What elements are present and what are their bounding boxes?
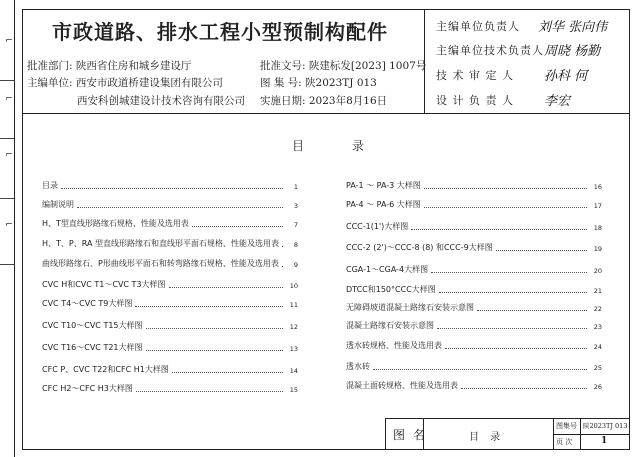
- header-divider: [424, 9, 425, 113]
- leader-dots: [439, 291, 587, 293]
- toc-entry[interactable]: [346, 284, 602, 295]
- toc-entry-page: 14: [289, 367, 298, 375]
- leader-dots: [282, 265, 283, 267]
- toc-entry-page: 19: [593, 245, 602, 253]
- strip-border: [14, 0, 15, 457]
- toc-entry-text: H、T、P、RA 型直线形路缘石和直线形平面石规格、性能及选用表: [42, 239, 279, 248]
- toc-entry[interactable]: [346, 199, 602, 210]
- leader-dots: [411, 228, 587, 230]
- left-margin-strip: [0, 0, 22, 457]
- responsibility-label: 设 计 负 责 人: [436, 94, 514, 107]
- toc-entry[interactable]: [346, 180, 602, 191]
- toc-entry[interactable]: [346, 302, 602, 313]
- toc-entry-text: 目录: [42, 181, 58, 190]
- leader-dots: [496, 249, 587, 251]
- leader-dots: [77, 206, 283, 208]
- leader-dots: [61, 187, 283, 189]
- leader-dots: [431, 271, 587, 273]
- toc-entry[interactable]: [42, 199, 298, 210]
- toc-entry-text: CVC T4～CVC T9大样图: [42, 299, 133, 308]
- toc-entry-text: PA-4 ～ PA-6 大样图: [346, 200, 421, 209]
- toc-entry-page: 25: [593, 364, 602, 372]
- leader-dots: [135, 305, 283, 307]
- strip-cell: [0, 198, 14, 265]
- signature: 周晓 杨勤: [544, 44, 601, 59]
- toc-entry[interactable]: [346, 242, 602, 253]
- signature: 刘华 张向伟: [538, 20, 608, 35]
- title-block-atlas-value: 陕2023TJ 013: [583, 422, 628, 430]
- title-block-page-value: 1: [601, 436, 608, 446]
- toc-entry-page: 24: [593, 343, 602, 351]
- margin-signature-mark: ⌐: [4, 220, 14, 230]
- toc-entry[interactable]: [42, 383, 298, 394]
- title-block-name-label: 图 名: [393, 428, 427, 442]
- toc-entry[interactable]: [346, 361, 602, 372]
- toc-entry-text: 曲线形路缘石、P形曲线形平面石和转弯路缘石规格、性能及选用表: [42, 259, 279, 268]
- leader-dots: [146, 327, 283, 329]
- toc-heading: 目 录: [292, 139, 386, 153]
- toc-entry[interactable]: [42, 342, 298, 353]
- toc-entry-text: 无障碍坡道混凝土路缘石安装示意图: [346, 303, 474, 312]
- toc-entry-text: 透水砖: [346, 362, 370, 371]
- toc-entry-text: 混凝土路缘石安装示意图: [346, 321, 434, 330]
- responsibility-label: 主编单位技术负责人: [436, 44, 544, 57]
- toc-entry-page: 18: [593, 224, 602, 232]
- margin-signature-mark: ⌐: [4, 150, 14, 160]
- toc-entry[interactable]: [42, 279, 298, 290]
- toc-entry-text: PA-1 ～ PA-3 大样图: [346, 181, 421, 190]
- header-bottom-rule: [22, 113, 630, 114]
- leader-dots: [445, 347, 587, 349]
- title-block-mid-rule: [553, 434, 630, 435]
- toc-entry[interactable]: [42, 218, 298, 229]
- toc-entry-text: CCC-1(1')大样图: [346, 222, 409, 231]
- toc-entry-text: 透水砖规格、性能及选用表: [346, 341, 442, 350]
- toc-entry[interactable]: [346, 264, 602, 275]
- implementation-date: 实施日期: 2023年8月16日: [260, 95, 388, 107]
- margin-signature-mark: ⌐: [4, 36, 14, 46]
- toc-entry[interactable]: [346, 380, 602, 391]
- leader-dots: [169, 286, 283, 288]
- document-title: 市政道路、排水工程小型预制构配件: [52, 20, 388, 44]
- toc-entry-page: 21: [593, 287, 602, 295]
- chief-editor: 主编单位: 西安市政道桥建设集团有限公司: [27, 77, 223, 89]
- toc-entry-text: CFC P、CVC T22和CFC H1大样图: [42, 365, 169, 374]
- leader-dots: [373, 368, 587, 370]
- toc-entry-text: DTCC和150°CCC大样图: [346, 285, 436, 294]
- title-block-name-value: 目 录: [469, 432, 505, 443]
- toc-entry-page: 22: [593, 305, 602, 313]
- leader-dots: [437, 327, 587, 329]
- toc-entry-page: 11: [289, 301, 298, 309]
- leader-dots: [424, 187, 587, 189]
- leader-dots: [172, 371, 283, 373]
- title-block-top-rule: [385, 418, 630, 419]
- title-block: [385, 418, 630, 450]
- toc-entry-text: 编制说明: [42, 200, 74, 209]
- leader-dots: [136, 390, 283, 392]
- title-block-atlas-label: 图集号: [556, 422, 577, 430]
- toc-entry-page: 20: [593, 267, 602, 275]
- toc-entry-page: 10: [289, 282, 298, 290]
- toc-entry-text: CVC T10～CVC T15大样图: [42, 321, 143, 330]
- toc-entry-page: 16: [593, 183, 602, 191]
- approval-number: 批准文号: 陕建标发[2023] 1007号: [260, 60, 427, 72]
- leader-dots: [192, 225, 283, 227]
- toc-entry-page: 9: [293, 261, 298, 269]
- toc-entry[interactable]: [42, 180, 298, 191]
- toc-entry-text: 混凝土面砖规格、性能及选用表: [346, 381, 458, 390]
- signature: 孙科 何: [544, 69, 588, 84]
- toc-entry-page: 13: [289, 345, 298, 353]
- responsibility-label: 主编单位负责人: [436, 20, 520, 33]
- toc-entry[interactable]: [42, 258, 298, 269]
- toc-entry-page: 26: [593, 383, 602, 391]
- strip-cell: [0, 80, 14, 139]
- signature: 李宏: [544, 94, 571, 109]
- toc-entry-text: CCC-2 (2')～CCC-8 (8) 和CCC-9大样图: [346, 243, 493, 252]
- atlas-number: 图 集 号: 陕2023TJ 013: [260, 77, 377, 89]
- toc-entry-text: CGA-1～CGA-4大样图: [346, 265, 429, 274]
- strip-cell: [0, 138, 14, 199]
- toc-entry[interactable]: [346, 320, 602, 331]
- approval-dept: 批准部门: 陕西省住房和城乡建设厅: [27, 60, 192, 72]
- toc-entry-text: H、T型直线形路缘石规格、性能及选用表: [42, 219, 189, 228]
- toc-entry-text: CVC H和CVC T1～CVC T3大样图: [42, 280, 166, 289]
- margin-signature-mark: ⌐: [4, 94, 14, 104]
- toc-entry[interactable]: [346, 340, 602, 351]
- toc-entry-text: CVC T16～CVC T21大样图: [42, 343, 143, 352]
- toc-entry-page: 7: [293, 221, 298, 229]
- toc-entry-page: 17: [593, 202, 602, 210]
- toc-entry-page: 12: [289, 323, 298, 331]
- title-block-divider: [385, 418, 386, 450]
- leader-dots: [461, 387, 587, 389]
- co-editor: 西安科创城建设计技术咨询有限公司: [77, 95, 245, 107]
- toc-entry[interactable]: [42, 320, 298, 331]
- toc-entry-text: CFC H2～CFC H3大样图: [42, 384, 133, 393]
- toc-entry-page: 15: [289, 386, 298, 394]
- toc-entry-page: 1: [293, 183, 298, 191]
- toc-entry-page: 23: [593, 323, 602, 331]
- toc-entry[interactable]: [42, 298, 298, 309]
- title-block-page-label: 页 次: [556, 438, 573, 446]
- leader-dots: [477, 309, 587, 311]
- toc-entry[interactable]: [42, 238, 298, 249]
- toc-entry-page: 3: [293, 202, 298, 210]
- toc-entry-page: 8: [293, 241, 298, 249]
- toc-entry[interactable]: [346, 221, 602, 232]
- leader-dots: [146, 349, 283, 351]
- leader-dots: [282, 245, 283, 247]
- responsibility-label: 技 术 审 定 人: [436, 69, 514, 82]
- toc-entry[interactable]: [42, 364, 298, 375]
- leader-dots: [424, 206, 587, 208]
